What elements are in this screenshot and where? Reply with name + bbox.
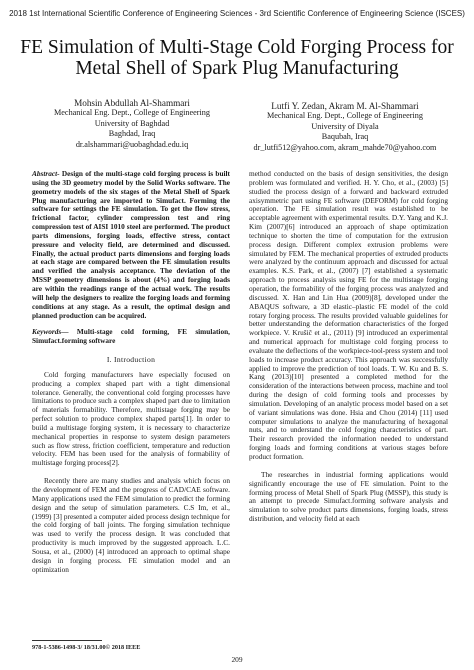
keywords-lead: Keywords—: [32, 327, 69, 337]
footer-rule: [32, 640, 102, 641]
section-heading-introduction: I. Introduction: [106, 355, 156, 365]
paragraph: method conducted on the basis of design sensitivities, the design problem was formulated and verified. H. Y. Cho, et al., (2003) [5] studied the process design of a forward and backward extruded axisymmetric part using FE software (DEFORM) for cold forging operation. The FE simulation result was established to be acceptable agreement with experimental results. D.Y. Yang and K.J. Kim (2007)[6] introduced an approach of shape optimization technique to shorten the time of computation for the extrusion process design. Different complex extrusion problems were simulated by FEM. The mechanical properties of extruded products were analyzed by the continuum approach and discussed for actual examples. K.S. Park, et al., (2007) [7] established a systematic approach to process analysis using FE for the multistage forging operation, the formability of the forging process was analyzed and discussed. X. Han and Lin Hua (2009)[8], developed under the ABAQUS software, a 3D elastic–plastic FE model of the cold rotary forging process. The results provided valuable guidelines for better understanding the deformation characteristics of the forged workpiece. V. Krušič et al., (2011) [9] introduced an experimental and numerical approach for multistage cold forging process to evaluate the deflections of the workpiece-tool-press system and tool loads to increase product accuracy. This approach was successfully applied to improve the prediction of tool loads. T. W. Ku and B. S. Kang (2013)[10] presented a completed method for the consideration of the interactions between process, machine and tool during the design of cold forming tools and processes by simulation. Developing of an analytic process model based on a set of variant simulations was done. Hsia and Chou (2014) [11] used computer simulations to analyze the manufacturing of hexagonal nuts, and to understand the cold forging characteristics of part. Their research provided the information needed to understand forging loads and forming conditions at various stages before product formation.: [249, 169, 448, 461]
author-department: Mechanical Eng. Dept., College of Engineering: [54, 108, 210, 118]
paragraph: Cold forging manufacturers have especially focused on producing a complex shaped part with a tight dimensional tolerance. Generally, the conventional cold forging processes have limitations to produce such a complex shaped part due to limitation of materials formability. Therefore, multistage forging may be perfect solution to produce complex shaped parts[1]. In order to build a multistage forging system, it is necessary to characterize mechanical properties in response to system design parameters such as flow stress, friction coefficient, temperature and reduction velocity. FEM has been used for the analysis of formability of multistage forging process[2].: [32, 369, 230, 468]
left-column: [32, 170, 230, 574]
author-university: University of Diyala: [311, 121, 379, 131]
keywords-text: Multi-stage cold forming, FE simulation, Simufact.forming software: [32, 327, 230, 346]
paragraph: The researches in industrial forming applications would significantly encourage the use of FE simulation. Point to the forming process of Metal Shell of Spark Plug (MSSP), this study is an attempt to precede Simufact.forming software analysis and simulation to solve product parts dimensions, forging loads, stress distribution, and velocity field at each: [249, 469, 448, 524]
author-email: dr.alshammari@uobaghdad.edu.iq: [75, 139, 189, 149]
author-department: Mechanical Eng. Dept., College of Engineering: [267, 111, 423, 121]
right-column: [249, 170, 448, 524]
conference-header: 2018 1st International Scientific Conference of Engineering Sciences - 3rd Scientific Conference of Engineering Science (ISCES): [9, 9, 465, 18]
author-city: Baqubah, Iraq: [321, 132, 369, 142]
author-name: Lutfi Y. Zedan, Akram M. Al-Shammari: [271, 101, 419, 111]
paper-title: FE Simulation of Multi-Stage Cold Forging Process for Metal Shell of Spark Plug Manufacturing: [20, 37, 454, 79]
author-email: dr_lutfi512@yahoo.com, akram_mahde70@yahoo.com: [253, 142, 437, 152]
paragraph: Recently there are many studies and analysis which focus on the development of FEM and the progress of CAD/CAE software. Many applications used the FEM simulation to predict the forming design and the setup of simulation parameters. C.S Im, et al., (1999) [3] presented a computer aided process design technique for the cold forging of ball joints. The forging simulation technique was used to verify the process design. It was concluded that productivity is much improved by the suggested approach. L.C. Sousa, et al., (2000) [4] introduced an approach to optimal shape design in forging process. FE simulation model and an optimization: [32, 476, 230, 574]
author-block-left: [32, 98, 232, 150]
page-number: 209: [231, 655, 243, 664]
author-city: Baghdad, Iraq: [108, 129, 156, 139]
abstract-text: Design of the multi-stage cold forging process is built using the 3D geometry model by the Solid Works software. The geometry models of the six stages of the Metal Shell of Spark Plug manufacturing are imported to Simufact. Forming the software for settings the FE simulation. To get the flow stress, frictional factor, cylinder compression test and ring compression test of AISI 1010 steel are performed. The product parts dimensions, forging loads, effective stress, contact pressure and velocity field, are determined and discussed. Finally, the actual product parts dimensions and forging loads at each stage are compared between the FE simulation results and verified the analysis acceptance. The deviation of the MSSP geometry dimensions is about (4%) and forging loads are within the readings range of the actual work. The results will help the designers to realize the forging loads and forming conditions at any stage. As a result, the optimal design and planned production can be acquired.: [32, 169, 230, 320]
abstract-lead: Abstract-: [32, 169, 60, 178]
author-name: Mohsin Abdullah Al-Shammari: [74, 98, 190, 108]
copyright-notice: 978-1-5386-1498-3/ 18/31.00© 2018 IEEE: [32, 644, 141, 651]
abstract: [32, 170, 230, 320]
author-block-right: [236, 101, 454, 153]
author-university: University of Baghdad: [94, 118, 170, 128]
keywords: [32, 328, 230, 346]
